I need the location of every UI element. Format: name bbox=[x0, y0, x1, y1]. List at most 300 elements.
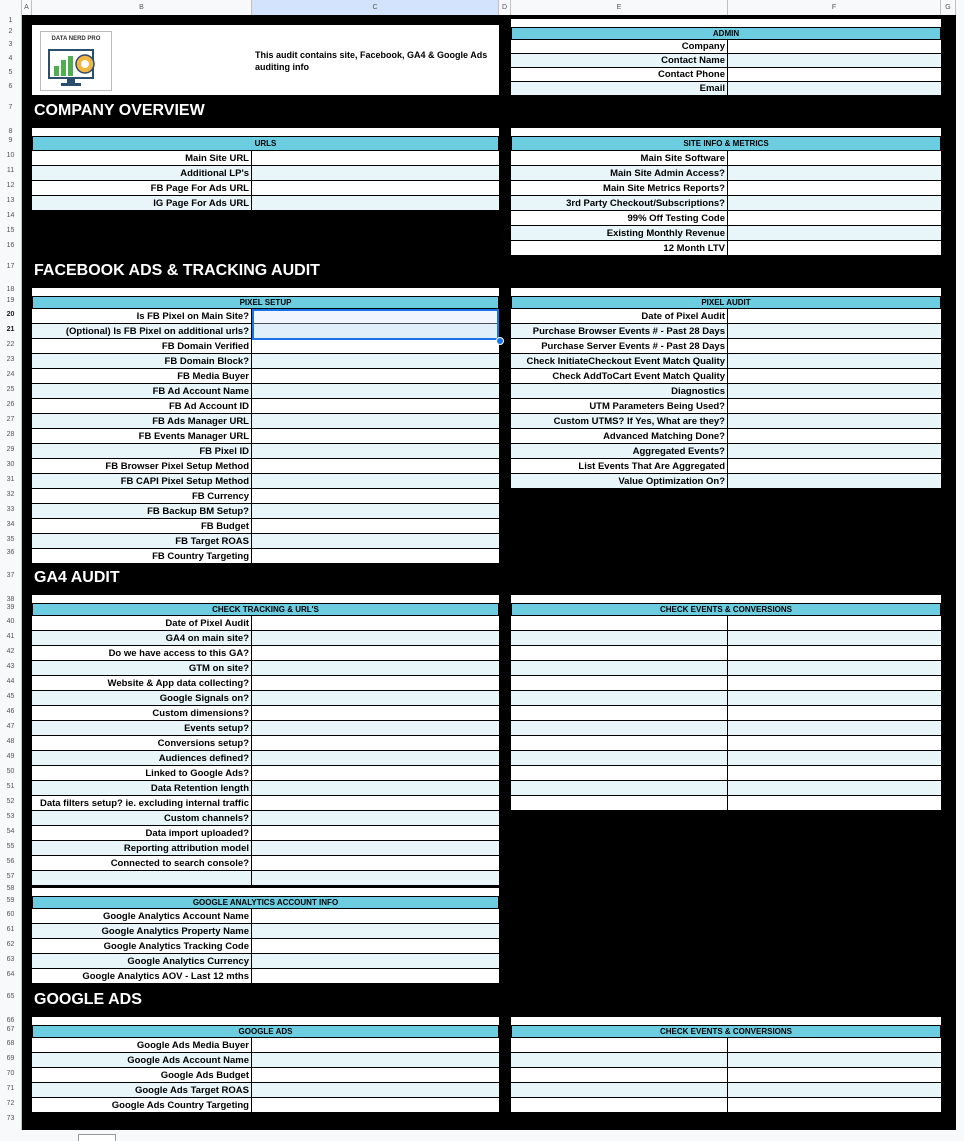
pixel_setup-value-cell[interactable] bbox=[252, 399, 499, 413]
check_events_2-label[interactable] bbox=[511, 1038, 728, 1052]
pixel_setup-label[interactable]: FB Pixel ID bbox=[32, 444, 252, 458]
check_events_2-label[interactable] bbox=[511, 1068, 728, 1082]
ga_account-label[interactable]: Google Analytics AOV - Last 12 mths bbox=[32, 969, 252, 983]
pixel_audit-label[interactable]: Date of Pixel Audit bbox=[511, 309, 728, 323]
check_tracking-value-cell[interactable] bbox=[252, 676, 499, 690]
row-header-57[interactable]: 57 bbox=[6, 873, 15, 880]
check_tracking-row bbox=[32, 721, 499, 736]
check_tracking-row bbox=[32, 841, 499, 856]
check_tracking-value-cell[interactable] bbox=[252, 751, 499, 765]
check_tracking-label[interactable]: Events setup? bbox=[32, 721, 252, 735]
admin-value-cell[interactable] bbox=[728, 40, 941, 53]
pixel_audit-label[interactable]: Custom UTMS? If Yes, What are they? bbox=[511, 414, 728, 428]
urls-label[interactable]: Main Site URL bbox=[32, 151, 252, 165]
row-header-10[interactable]: 10 bbox=[6, 152, 15, 159]
check_tracking-value-cell[interactable] bbox=[252, 691, 499, 705]
row-header-41[interactable]: 41 bbox=[6, 633, 15, 640]
check_tracking-value-cell[interactable] bbox=[252, 811, 499, 825]
urls-header: URLS bbox=[32, 136, 499, 151]
google_ads-label[interactable]: Google Ads Target ROAS bbox=[32, 1083, 252, 1097]
pixel_audit-label[interactable]: Aggregated Events? bbox=[511, 444, 728, 458]
check_events-value-cell[interactable] bbox=[728, 721, 941, 735]
site_info-label[interactable]: Main Site Admin Access? bbox=[511, 166, 728, 180]
ga_account-label[interactable]: Google Analytics Property Name bbox=[32, 924, 252, 938]
check_tracking-value-cell[interactable] bbox=[252, 766, 499, 780]
selected-range[interactable] bbox=[252, 309, 499, 340]
admin-label[interactable]: Contact Phone bbox=[511, 68, 728, 81]
site_info-value-cell[interactable] bbox=[728, 211, 941, 225]
row-header-47[interactable]: 47 bbox=[6, 723, 15, 730]
check_events-label[interactable] bbox=[511, 721, 728, 735]
pixel_setup-value-cell[interactable] bbox=[252, 519, 499, 533]
ga_account-label[interactable]: Google Analytics Account Name bbox=[32, 909, 252, 923]
check_events_2-row bbox=[511, 1053, 941, 1068]
check_tracking-value-cell[interactable] bbox=[252, 661, 499, 675]
urls-value-cell[interactable] bbox=[252, 151, 499, 165]
row-header-67[interactable]: 67 bbox=[6, 1026, 15, 1033]
row-header-51[interactable]: 51 bbox=[6, 783, 15, 790]
row-header-55[interactable]: 55 bbox=[6, 843, 15, 850]
ga_account-top-strip bbox=[32, 888, 499, 896]
check_events-label[interactable] bbox=[511, 796, 728, 810]
check_tracking-label[interactable]: Custom dimensions? bbox=[32, 706, 252, 720]
row-header-35[interactable]: 35 bbox=[6, 536, 15, 543]
row-header-11[interactable]: 11 bbox=[6, 167, 15, 174]
check_events-label[interactable] bbox=[511, 661, 728, 675]
site_info-label[interactable]: 99% Off Testing Code bbox=[511, 211, 728, 225]
check_tracking-label[interactable]: Website & App data collecting? bbox=[32, 676, 252, 690]
google_ads-label[interactable]: Google Ads Country Targeting bbox=[32, 1098, 252, 1112]
pixel_setup-label[interactable]: FB Budget bbox=[32, 519, 252, 533]
site_info-label[interactable]: 12 Month LTV bbox=[511, 241, 728, 255]
column-header-bar bbox=[0, 0, 964, 16]
check_tracking-top-strip bbox=[32, 595, 499, 603]
check_tracking-value-cell[interactable] bbox=[252, 841, 499, 855]
pixel_setup-value-cell[interactable] bbox=[252, 489, 499, 503]
row-header-45[interactable]: 45 bbox=[6, 693, 15, 700]
check_events-label[interactable] bbox=[511, 676, 728, 690]
check_tracking-label[interactable]: Date of Pixel Audit bbox=[32, 616, 252, 630]
google_ads-label[interactable]: Google Ads Media Buyer bbox=[32, 1038, 252, 1052]
pixel_audit-value-cell[interactable] bbox=[728, 339, 941, 353]
pixel_audit-label[interactable]: List Events That Are Aggregated bbox=[511, 459, 728, 473]
pixel_audit-value-cell[interactable] bbox=[728, 459, 941, 473]
pixel_setup-value-cell[interactable] bbox=[252, 384, 499, 398]
site_info-value-cell[interactable] bbox=[728, 181, 941, 195]
check_tracking-value-cell[interactable] bbox=[252, 646, 499, 660]
pixel_audit-label[interactable]: Purchase Browser Events # - Past 28 Days bbox=[511, 324, 728, 338]
row-header-9[interactable]: 9 bbox=[8, 137, 13, 144]
check_events-value-cell[interactable] bbox=[728, 676, 941, 690]
check_tracking-row bbox=[32, 646, 499, 661]
pixel_setup-value-cell[interactable] bbox=[252, 444, 499, 458]
row-header-6[interactable]: 6 bbox=[8, 83, 13, 90]
urls-value-cell[interactable] bbox=[252, 196, 499, 210]
pixel_setup-label[interactable]: FB Ads Manager URL bbox=[32, 414, 252, 428]
check_tracking-label[interactable]: Do we have access to this GA? bbox=[32, 646, 252, 660]
pixel_setup-label[interactable]: Is FB Pixel on Main Site? bbox=[32, 309, 252, 323]
column-header-f[interactable]: F bbox=[728, 0, 941, 15]
check_events_2-value-cell[interactable] bbox=[728, 1038, 941, 1052]
pixel_setup-value-cell[interactable] bbox=[252, 354, 499, 368]
pixel_audit-value-cell[interactable] bbox=[728, 369, 941, 383]
row-header-4[interactable]: 4 bbox=[8, 55, 13, 62]
row-header-60[interactable]: 60 bbox=[6, 911, 15, 918]
pixel_setup-value-cell[interactable] bbox=[252, 369, 499, 383]
row-header-bar bbox=[0, 15, 22, 1130]
row-header-38[interactable]: 38 bbox=[6, 596, 15, 603]
check_tracking-value-cell[interactable] bbox=[252, 796, 499, 810]
pixel_audit-value-cell[interactable] bbox=[728, 429, 941, 443]
check_events-label[interactable] bbox=[511, 751, 728, 765]
check_tracking-value-cell[interactable] bbox=[252, 781, 499, 795]
pixel_audit-label[interactable]: Value Optimization On? bbox=[511, 474, 728, 488]
row-header-65[interactable]: 65 bbox=[6, 993, 15, 1000]
check_events-label[interactable] bbox=[511, 781, 728, 795]
pixel_audit-label[interactable]: Diagnostics bbox=[511, 384, 728, 398]
pixel_setup-row bbox=[32, 429, 499, 444]
row-header-71[interactable]: 71 bbox=[6, 1085, 15, 1092]
pixel_audit-value-cell[interactable] bbox=[728, 354, 941, 368]
pixel_setup-value-cell[interactable] bbox=[252, 429, 499, 443]
site_info-label[interactable]: Main Site Metrics Reports? bbox=[511, 181, 728, 195]
pixel_setup-label[interactable]: FB CAPI Pixel Setup Method bbox=[32, 474, 252, 488]
row-header-5[interactable]: 5 bbox=[8, 69, 13, 76]
row-header-66[interactable]: 66 bbox=[6, 1017, 15, 1024]
google_ads-row bbox=[32, 1053, 499, 1068]
check_events-value-cell[interactable] bbox=[728, 766, 941, 780]
row-header-59[interactable]: 59 bbox=[6, 897, 15, 904]
row-header-69[interactable]: 69 bbox=[6, 1055, 15, 1062]
check_events_2-label[interactable] bbox=[511, 1053, 728, 1067]
check_events-label[interactable] bbox=[511, 616, 728, 630]
check_tracking-value-cell[interactable] bbox=[252, 616, 499, 630]
check_events_2-value-cell[interactable] bbox=[728, 1068, 941, 1082]
pixel_audit-value-cell[interactable] bbox=[728, 414, 941, 428]
check_events-value-cell[interactable] bbox=[728, 661, 941, 675]
pixel_audit-value-cell[interactable] bbox=[728, 384, 941, 398]
row-header-14[interactable]: 14 bbox=[6, 212, 15, 219]
check_tracking-row bbox=[32, 811, 499, 826]
row-header-40[interactable]: 40 bbox=[6, 618, 15, 625]
pixel_setup-label[interactable]: (Optional) Is FB Pixel on additional urls? bbox=[32, 324, 252, 338]
row-header-48[interactable]: 48 bbox=[6, 738, 15, 745]
pixel_setup-value-cell[interactable] bbox=[252, 504, 499, 518]
pixel_setup-label[interactable]: FB Browser Pixel Setup Method bbox=[32, 459, 252, 473]
check_tracking-label[interactable]: Audiences defined? bbox=[32, 751, 252, 765]
row-header-64[interactable]: 64 bbox=[6, 971, 15, 978]
google_ads-row bbox=[32, 1098, 499, 1113]
check_tracking-value-cell[interactable] bbox=[252, 871, 499, 885]
google_ads-value-cell[interactable] bbox=[252, 1083, 499, 1097]
check_tracking-label[interactable]: Connected to search console? bbox=[32, 856, 252, 870]
check_events_2-top-strip bbox=[511, 1017, 941, 1025]
check_events-row bbox=[511, 706, 941, 721]
google_ads-value-cell[interactable] bbox=[252, 1098, 499, 1112]
column-header-c[interactable]: C bbox=[252, 0, 499, 15]
pixel_audit-label[interactable]: UTM Parameters Being Used? bbox=[511, 399, 728, 413]
pixel_setup-value-cell[interactable] bbox=[252, 549, 499, 563]
row-header-28[interactable]: 28 bbox=[6, 431, 15, 438]
pixel_audit-row bbox=[511, 384, 941, 399]
check_tracking-value-cell[interactable] bbox=[252, 826, 499, 840]
pixel_audit-label[interactable]: Check InitiateCheckout Event Match Quality bbox=[511, 354, 728, 368]
column-header-e[interactable]: E bbox=[511, 0, 728, 15]
site_info-label[interactable]: 3rd Party Checkout/Subscriptions? bbox=[511, 196, 728, 210]
check_events-value-cell[interactable] bbox=[728, 736, 941, 750]
pixel_setup-row bbox=[32, 474, 499, 489]
check_events-value-cell[interactable] bbox=[728, 616, 941, 630]
row-header-26[interactable]: 26 bbox=[6, 401, 15, 408]
pixel_audit-value-cell[interactable] bbox=[728, 399, 941, 413]
site_info-label[interactable]: Main Site Software bbox=[511, 151, 728, 165]
admin-value-cell[interactable] bbox=[728, 68, 941, 81]
google_ads-value-cell[interactable] bbox=[252, 1068, 499, 1082]
urls-row bbox=[32, 151, 499, 166]
section-title-ga4: GA4 AUDIT bbox=[34, 569, 120, 586]
admin-value-cell[interactable] bbox=[728, 82, 941, 95]
row-header-2[interactable]: 2 bbox=[8, 28, 13, 35]
check_events-value-cell[interactable] bbox=[728, 691, 941, 705]
row-header-43[interactable]: 43 bbox=[6, 663, 15, 670]
row-header-72[interactable]: 72 bbox=[6, 1100, 15, 1107]
row-header-54[interactable]: 54 bbox=[6, 828, 15, 835]
check_events-value-cell[interactable] bbox=[728, 751, 941, 765]
row-header-30[interactable]: 30 bbox=[6, 461, 15, 468]
check_tracking-label[interactable]: Custom channels? bbox=[32, 811, 252, 825]
check_events-label[interactable] bbox=[511, 766, 728, 780]
row-header-19[interactable]: 19 bbox=[6, 297, 15, 304]
check_events_2-label[interactable] bbox=[511, 1083, 728, 1097]
ga_account-label[interactable]: Google Analytics Tracking Code bbox=[32, 939, 252, 953]
ga_account-label[interactable]: Google Analytics Currency bbox=[32, 954, 252, 968]
column-header-d[interactable]: D bbox=[499, 0, 511, 15]
urls-row bbox=[32, 166, 499, 181]
pixel_setup-label[interactable]: FB Currency bbox=[32, 489, 252, 503]
pixel_audit-label[interactable]: Advanced Matching Done? bbox=[511, 429, 728, 443]
check_tracking-label[interactable]: Google Signals on? bbox=[32, 691, 252, 705]
section-title-google-ads: GOOGLE ADS bbox=[34, 991, 142, 1008]
urls-label[interactable]: IG Page For Ads URL bbox=[32, 196, 252, 210]
check_events_2-value-cell[interactable] bbox=[728, 1083, 941, 1097]
pixel_setup-value-cell[interactable] bbox=[252, 474, 499, 488]
row-header-31[interactable]: 31 bbox=[6, 476, 15, 483]
pixel_audit-row bbox=[511, 354, 941, 369]
row-header-63[interactable]: 63 bbox=[6, 956, 15, 963]
ga_account-value-cell[interactable] bbox=[252, 954, 499, 968]
check_events-value-cell[interactable] bbox=[728, 646, 941, 660]
row-header-20[interactable]: 20 bbox=[6, 311, 15, 318]
google_ads-value-cell[interactable] bbox=[252, 1053, 499, 1067]
check_tracking-label[interactable]: Linked to Google Ads? bbox=[32, 766, 252, 780]
row-header-27[interactable]: 27 bbox=[6, 416, 15, 423]
fill-handle[interactable] bbox=[496, 337, 504, 345]
pixel_audit-label[interactable]: Check AddToCart Event Match Quality bbox=[511, 369, 728, 383]
urls-label[interactable]: Additional LP's bbox=[32, 166, 252, 180]
row-header-70[interactable]: 70 bbox=[6, 1070, 15, 1077]
check_tracking-label[interactable]: Data filters setup? ie. excluding internal traffic bbox=[32, 796, 252, 810]
check_tracking-value-cell[interactable] bbox=[252, 721, 499, 735]
pixel_setup-row bbox=[32, 489, 499, 504]
google_ads-label[interactable]: Google Ads Account Name bbox=[32, 1053, 252, 1067]
pixel_setup-label[interactable]: FB Ad Account Name bbox=[32, 384, 252, 398]
row-header-50[interactable]: 50 bbox=[6, 768, 15, 775]
row-header-73[interactable]: 73 bbox=[6, 1115, 15, 1122]
row-header-1[interactable]: 1 bbox=[8, 17, 13, 24]
admin-label[interactable]: Email bbox=[511, 82, 728, 95]
column-header-g[interactable]: G bbox=[941, 0, 956, 15]
row-header-42[interactable]: 42 bbox=[6, 648, 15, 655]
check_tracking-label[interactable]: Data Retention length bbox=[32, 781, 252, 795]
google_ads-row bbox=[32, 1083, 499, 1098]
row-header-37[interactable]: 37 bbox=[6, 572, 15, 579]
check_tracking-value-cell[interactable] bbox=[252, 631, 499, 645]
pixel_audit-value-cell[interactable] bbox=[728, 474, 941, 488]
row-header-3[interactable]: 3 bbox=[8, 41, 13, 48]
row-header-53[interactable]: 53 bbox=[6, 813, 15, 820]
row-header-13[interactable]: 13 bbox=[6, 197, 15, 204]
pixel_setup-label[interactable]: FB Domain Block? bbox=[32, 354, 252, 368]
check_events_2-value-cell[interactable] bbox=[728, 1098, 941, 1112]
ga_account-value-cell[interactable] bbox=[252, 924, 499, 938]
pixel_audit-row bbox=[511, 309, 941, 324]
urls-value-cell[interactable] bbox=[252, 166, 499, 180]
pixel_audit-label[interactable]: Purchase Server Events # - Past 28 Days bbox=[511, 339, 728, 353]
row-header-32[interactable]: 32 bbox=[6, 491, 15, 498]
pixel_audit-value-cell[interactable] bbox=[728, 309, 941, 323]
row-header-58[interactable]: 58 bbox=[6, 885, 15, 892]
row-header-16[interactable]: 16 bbox=[6, 242, 15, 249]
check_tracking-row bbox=[32, 751, 499, 766]
pixel_setup-label[interactable]: FB Domain Verified bbox=[32, 339, 252, 353]
row-header-15[interactable]: 15 bbox=[6, 227, 15, 234]
pixel_setup-row bbox=[32, 504, 499, 519]
row-header-21[interactable]: 21 bbox=[6, 326, 15, 333]
pixel_setup-value-cell[interactable] bbox=[252, 534, 499, 548]
pixel_setup-value-cell[interactable] bbox=[252, 459, 499, 473]
check_events-value-cell[interactable] bbox=[728, 706, 941, 720]
row-header-22[interactable]: 22 bbox=[6, 341, 15, 348]
check_tracking-row bbox=[32, 796, 499, 811]
check_events-value-cell[interactable] bbox=[728, 781, 941, 795]
check_events-label[interactable] bbox=[511, 706, 728, 720]
google_ads-row bbox=[32, 1068, 499, 1083]
site_info-value-cell[interactable] bbox=[728, 166, 941, 180]
check_tracking-label[interactable]: GA4 on main site? bbox=[32, 631, 252, 645]
check_tracking-value-cell[interactable] bbox=[252, 706, 499, 720]
row-header-8[interactable]: 8 bbox=[8, 128, 13, 135]
check_events-label[interactable] bbox=[511, 631, 728, 645]
column-header-b[interactable]: B bbox=[32, 0, 252, 15]
column-header-a[interactable]: A bbox=[22, 0, 32, 15]
admin-value-cell[interactable] bbox=[728, 54, 941, 67]
site_info-value-cell[interactable] bbox=[728, 151, 941, 165]
check_tracking-label[interactable] bbox=[32, 871, 252, 885]
row-header-52[interactable]: 52 bbox=[6, 798, 15, 805]
sheet-tabs-bar bbox=[0, 1130, 964, 1140]
right-gutter bbox=[956, 15, 964, 1130]
site_info-label[interactable]: Existing Monthly Revenue bbox=[511, 226, 728, 240]
row-header-68[interactable]: 68 bbox=[6, 1040, 15, 1047]
check_events-label[interactable] bbox=[511, 736, 728, 750]
google_ads-row bbox=[32, 1038, 499, 1053]
row-header-62[interactable]: 62 bbox=[6, 941, 15, 948]
check_tracking-row bbox=[32, 676, 499, 691]
pixel_setup-value-cell[interactable] bbox=[252, 339, 499, 353]
check_events-row bbox=[511, 796, 941, 811]
pixel_setup-row bbox=[32, 339, 499, 354]
check_events_2-value-cell[interactable] bbox=[728, 1053, 941, 1067]
check_tracking-label[interactable]: GTM on site? bbox=[32, 661, 252, 675]
row-header-44[interactable]: 44 bbox=[6, 678, 15, 685]
corner-cell[interactable] bbox=[0, 0, 22, 15]
check_tracking-label[interactable]: Data import uploaded? bbox=[32, 826, 252, 840]
pixel_setup-label[interactable]: FB Ad Account ID bbox=[32, 399, 252, 413]
pixel_setup-row bbox=[32, 384, 499, 399]
pixel_setup-label[interactable]: FB Media Buyer bbox=[32, 369, 252, 383]
pixel_audit-value-cell[interactable] bbox=[728, 444, 941, 458]
check_tracking-value-cell[interactable] bbox=[252, 736, 499, 750]
pixel_audit-value-cell[interactable] bbox=[728, 324, 941, 338]
row-header-34[interactable]: 34 bbox=[6, 521, 15, 528]
ga_account-value-cell[interactable] bbox=[252, 969, 499, 983]
check_tracking-label[interactable]: Conversions setup? bbox=[32, 736, 252, 750]
pixel_setup-label[interactable]: FB Backup BM Setup? bbox=[32, 504, 252, 518]
urls-label[interactable]: FB Page For Ads URL bbox=[32, 181, 252, 195]
google_ads-header: GOOGLE ADS bbox=[32, 1025, 499, 1038]
row-header-61[interactable]: 61 bbox=[6, 926, 15, 933]
ga_account-value-cell[interactable] bbox=[252, 909, 499, 923]
row-header-23[interactable]: 23 bbox=[6, 356, 15, 363]
check_events_2-label[interactable] bbox=[511, 1098, 728, 1112]
row-header-29[interactable]: 29 bbox=[6, 446, 15, 453]
check_events-label[interactable] bbox=[511, 691, 728, 705]
site_info-value-cell[interactable] bbox=[728, 241, 941, 255]
site_info-value-cell[interactable] bbox=[728, 226, 941, 240]
pixel_setup-label[interactable]: FB Events Manager URL bbox=[32, 429, 252, 443]
check_events-label[interactable] bbox=[511, 646, 728, 660]
row-header-39[interactable]: 39 bbox=[6, 604, 15, 611]
row-header-49[interactable]: 49 bbox=[6, 753, 15, 760]
admin-label[interactable]: Company bbox=[511, 40, 728, 53]
check_events-value-cell[interactable] bbox=[728, 631, 941, 645]
pixel_setup-row bbox=[32, 444, 499, 459]
row-header-12[interactable]: 12 bbox=[6, 182, 15, 189]
check_tracking-value-cell[interactable] bbox=[252, 856, 499, 870]
pixel_setup-label[interactable]: FB Target ROAS bbox=[32, 534, 252, 548]
check_tracking-label[interactable]: Reporting attribution model bbox=[32, 841, 252, 855]
google_ads-label[interactable]: Google Ads Budget bbox=[32, 1068, 252, 1082]
row-header-17[interactable]: 17 bbox=[6, 263, 15, 270]
site_info-value-cell[interactable] bbox=[728, 196, 941, 210]
ga_account-value-cell[interactable] bbox=[252, 939, 499, 953]
check_events-value-cell[interactable] bbox=[728, 796, 941, 810]
row-header-33[interactable]: 33 bbox=[6, 506, 15, 513]
row-header-7[interactable]: 7 bbox=[8, 104, 13, 111]
row-header-56[interactable]: 56 bbox=[6, 858, 15, 865]
google_ads-value-cell[interactable] bbox=[252, 1038, 499, 1052]
row-header-36[interactable]: 36 bbox=[6, 549, 15, 556]
row-header-24[interactable]: 24 bbox=[6, 371, 15, 378]
pixel_setup-value-cell[interactable] bbox=[252, 414, 499, 428]
admin-label[interactable]: Contact Name bbox=[511, 54, 728, 67]
pixel_audit-row bbox=[511, 339, 941, 354]
row-header-25[interactable]: 25 bbox=[6, 386, 15, 393]
row-header-46[interactable]: 46 bbox=[6, 708, 15, 715]
urls-value-cell[interactable] bbox=[252, 181, 499, 195]
row-header-18[interactable]: 18 bbox=[6, 286, 15, 293]
pixel_setup-label[interactable]: FB Country Targeting bbox=[32, 549, 252, 563]
